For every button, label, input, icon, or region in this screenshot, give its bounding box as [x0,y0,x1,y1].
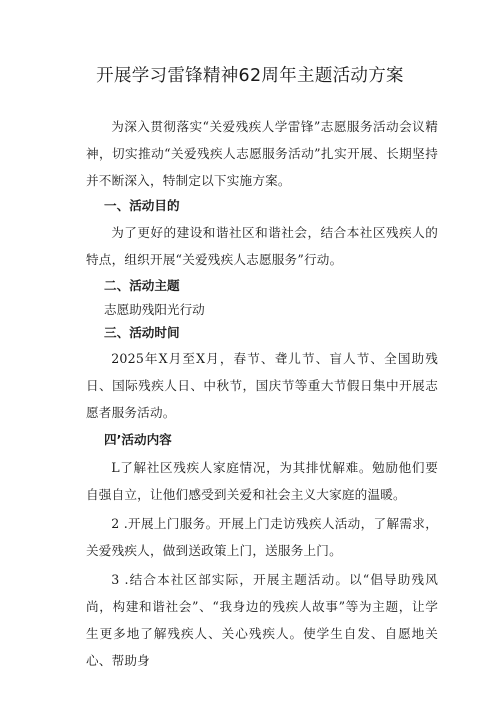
section-4-item-3: 3 .结合本社区部实际，开展主题活动。以“倡导助残风尚，构建和谐社会”、“我身边的残疾人故事”等为主题，让学生更多地了解残疾人、关心残疾人。使学生自发、自愿地关心、帮助身 [86,572,438,668]
document-title: 开展学习雷锋精神62周年主题活动方案 [96,66,404,86]
intro-paragraph: 为深入贯彻落实“关爱残疾人学雷锋”志愿服务活动会议精神，切实推动“关爱残疾人志愿服务活动”扎实开展、长期坚持并不断深入，特制定以下实施方案。 [86,119,438,188]
section-1-text: 为了更好的建设和谐社区和谐社会，结合本社区残疾人的特点，组织开展“关爱残疾人志愿服务”行动。 [86,225,438,267]
section-4-heading: 四’活动内容 [104,432,172,447]
section-3-text: 2025年X月至X月，春节、聋儿节、盲人节、全国助残日、国际残疾人日、中秋节，国庆节等重大节假日集中开展志愿者服务活动。 [86,351,438,420]
section-2-text: 志愿助残阳光行动 [104,302,205,317]
section-1-heading: 一、活动目的 [104,198,180,213]
section-2-heading: 二、活动主题 [104,278,180,293]
section-4-item-2: 2 .开展上门服务。开展上门走访残疾人活动，了解需求，关爱残疾人，做到送政策上门，送服务上门。 [86,516,438,558]
section-4-item-1: L了解社区残疾人家庭情况，为其排忧解难。勉励他们要自强自立，让他们感受到关爱和社会主义大家庭的温暖。 [86,460,438,502]
section-3-heading: 三、活动时间 [104,325,180,340]
